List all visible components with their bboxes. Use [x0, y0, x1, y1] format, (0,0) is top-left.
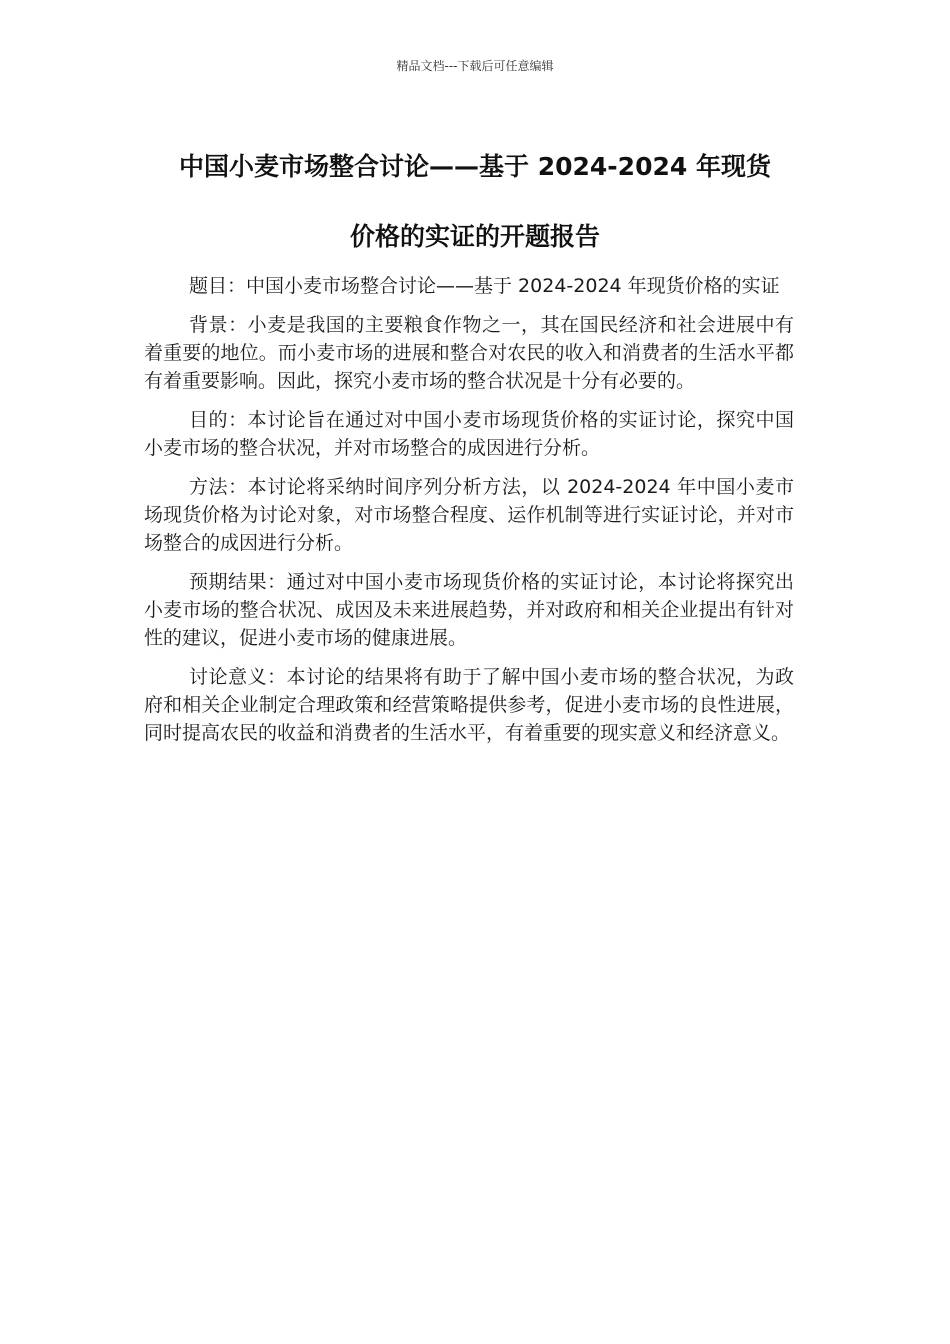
paragraph-text: 小麦是我国的主要粮食作物之一，其在国民经济和社会进展中有着重要的地位。而小麦市场的进展和整合对农民的收入和消费者的生活水平都有着重要影响。因此，探究小麦市场的整合状况是十分有必要的。	[144, 314, 794, 392]
paragraph-label: 方法：	[189, 476, 248, 498]
paragraph-label: 题目：	[189, 275, 247, 297]
paragraph-significance	[144, 663, 794, 747]
paragraph-background	[144, 311, 794, 395]
title-line-1: 中国小麦市场整合讨论——基于 2024-2024 年现货	[179, 152, 771, 181]
paragraph-text: 本讨论的结果将有助于了解中国小麦市场的整合状况，为政府和相关企业制定合理政策和经营策略提供参考，促进小麦市场的良性进展，同时提高农民的收益和消费者的生活水平，有着重要的现实意义和经济意义。	[144, 666, 794, 744]
title-line-2: 价格的实证的开题报告	[349, 222, 600, 251]
paragraph-purpose	[144, 406, 794, 462]
document-title	[140, 132, 810, 272]
paragraph-topic	[144, 272, 794, 300]
paragraph-expected-results	[144, 568, 794, 652]
paragraph-text: 中国小麦市场整合讨论——基于 2024-2024 年现货价格的实证	[246, 275, 780, 297]
header-note: 精品文档---下载后可任意编辑	[396, 59, 554, 73]
paragraph-text: 通过对中国小麦市场现货价格的实证讨论，本讨论将探究出小麦市场的整合状况、成因及未来进展趋势，并对政府和相关企业提出有针对性的建议，促进小麦市场的健康进展。	[144, 571, 794, 649]
paragraph-label: 目的：	[189, 409, 248, 431]
paragraph-label: 预期结果：	[189, 571, 287, 593]
paragraph-text: 本讨论旨在通过对中国小麦市场现货价格的实证讨论，探究中国小麦市场的整合状况，并对市场整合的成因进行分析。	[144, 409, 794, 459]
paragraph-label: 讨论意义：	[189, 666, 287, 688]
paragraph-method	[144, 473, 794, 557]
paragraph-label: 背景：	[189, 314, 248, 336]
paragraph-text: 本讨论将采纳时间序列分析方法，以 2024-2024 年中国小麦市场现货价格为讨论对象，对市场整合程度、运作机制等进行实证讨论，并对市场整合的成因进行分析。	[144, 476, 794, 554]
document-body	[144, 272, 794, 758]
